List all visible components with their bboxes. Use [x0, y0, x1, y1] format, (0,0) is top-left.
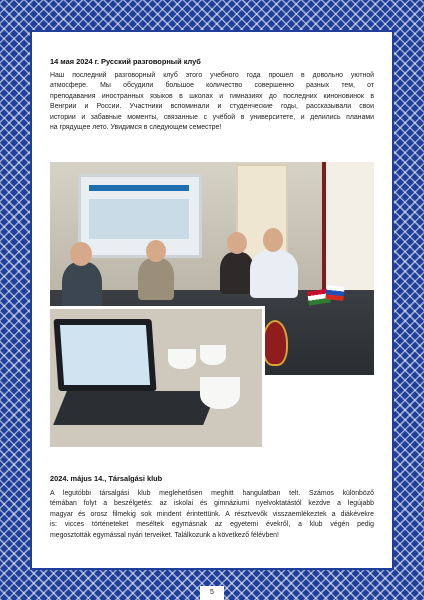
page-number: 5 — [200, 586, 224, 600]
projector-screen — [78, 174, 202, 258]
paragraph-line: A legutóbbi társalgási klub meglehetősen meghitt hangulatban telt. Számos különböző — [50, 490, 374, 497]
participant-head — [146, 240, 166, 262]
participant-head — [263, 228, 283, 252]
section-hu-paragraph — [50, 489, 374, 541]
participant-head — [227, 232, 247, 254]
paragraph-line: megosztották egymással nyári terveiket. Találkozunk a következő félévben! — [50, 531, 279, 539]
cup — [200, 377, 240, 409]
paragraph-line: преподавания иностранных языков в школах и гимназиях до последних киноновинок в — [50, 92, 374, 100]
cup — [168, 349, 196, 369]
paragraph-line: Наш последний разговорный клуб этого учебного года прошел в довольно уютной — [50, 72, 374, 79]
laptop-table-photo — [50, 306, 265, 447]
paragraph-line: атмосфере. Мы обсудили большое количество совершенно разных тем, от — [50, 82, 374, 90]
cup — [200, 345, 226, 365]
laptop-keyboard — [53, 391, 217, 425]
section-ru-paragraph — [50, 71, 374, 133]
screen-content — [89, 199, 189, 239]
laptop-screen — [53, 319, 156, 391]
matryoshka-doll — [262, 320, 288, 366]
paragraph-line: is: vicces történeteket meséltek egymásnak az egyetemi évekről, a klub végén pedig — [50, 521, 374, 529]
laptop-display — [60, 325, 150, 385]
paragraph-line: témában folyt a beszélgetés: az iskolai és gimnáziumi nyelvoktatástól kezdve a legújabb — [50, 500, 374, 508]
participant — [138, 258, 174, 300]
section-ru-heading: 14 мая 2024 г. Русский разговорный клуб — [50, 57, 201, 66]
paragraph-line: на грядущее лето. Увидимся в следующем семестре! — [50, 124, 222, 132]
participant — [250, 250, 298, 298]
screen-header — [89, 185, 189, 191]
paragraph-line: magyar és orosz filmekig sok mindent érintettünk. A résztvevők visszaemlékeztek a diákévekre — [50, 510, 374, 518]
paragraph-line: истории и забавные моменты, связанные с учёбой в университете, и делились планами — [50, 113, 374, 121]
participant-head — [70, 242, 92, 266]
paragraph-line: Венгрии и России. Участники вспоминали и студенческие годы, рассказывали свои — [50, 103, 374, 111]
participant — [220, 252, 254, 294]
russian-flag — [325, 285, 344, 301]
participant — [62, 262, 102, 312]
section-hu-heading: 2024. május 14., Társalgási klub — [50, 474, 163, 483]
